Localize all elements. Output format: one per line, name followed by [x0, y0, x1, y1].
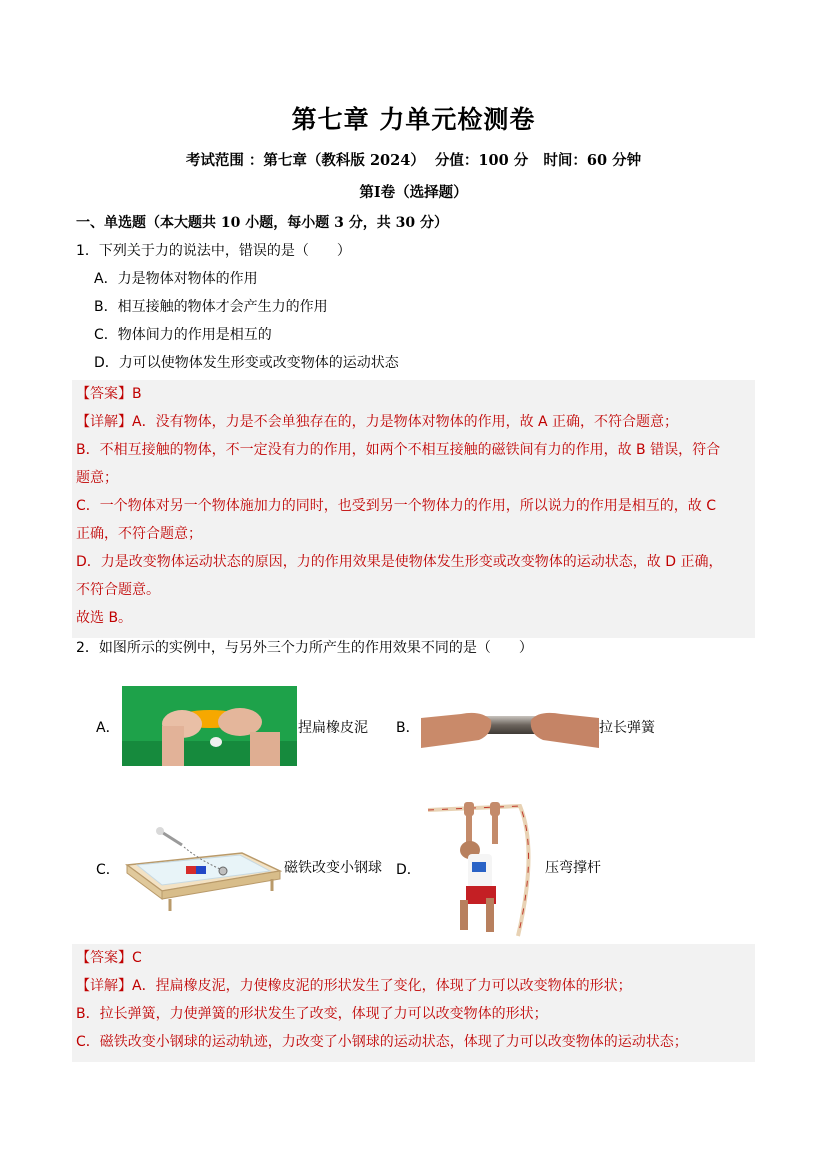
question-2-stem: 2．如图所示的实例中，与另外三个力所产生的作用效果不同的是（ ）: [76, 640, 533, 656]
q1-answer-box: [72, 380, 755, 638]
q2-answer: 【答案】C: [76, 950, 142, 966]
magnet-ball-image: [122, 825, 282, 913]
clay-squeeze-image: [122, 686, 297, 766]
q2-detail-line: 【详解】A．捏扁橡皮泥，力使橡皮泥的形状发生了变化，体现了力可以改变物体的形状；: [76, 978, 632, 994]
volume-heading: 第Ⅰ卷（选择题）: [359, 184, 468, 201]
q1-detail-line: C．一个物体对另一个物体施加力的同时，也受到另一个物体力的作用，所以说力的作用是相互的，故 C: [76, 498, 716, 514]
q2-option-c-letter: C．: [96, 862, 120, 878]
q1-detail-line: B．不相互接触的物体，不一定没有力的作用，如两个不相互接触的磁铁间有力的作用，故 B 错误，符合: [76, 442, 721, 458]
q1-detail-line: D．力是改变物体运动状态的原因，力的作用效果是使物体发生形变或改变物体的运动状态，故 D 正确，: [76, 554, 723, 570]
q2-answer-box: [72, 944, 755, 1062]
q2-option-a-caption: 捏扁橡皮泥: [298, 720, 368, 736]
q2-option-b-caption: 拉长弹簧: [599, 720, 655, 736]
q1-detail-line: 【详解】A．没有物体，力是不会单独存在的，力是物体对物体的作用，故 A 正确，不符合题意；: [76, 414, 679, 430]
q1-option-d: D．力可以使物体发生形变或改变物体的运动状态: [94, 355, 399, 371]
page-title: 第七章 力单元检测卷: [291, 105, 536, 134]
q1-detail-line: 故选 B。: [76, 610, 133, 626]
q1-option-c: C．物体间力的作用是相互的: [94, 327, 272, 343]
q1-detail-line: 题意；: [76, 470, 118, 486]
q2-detail-line: B．拉长弹簧，力使弹簧的形状发生了改变，体现了力可以改变物体的形状；: [76, 1006, 548, 1022]
spring-stretch-image: [421, 700, 599, 752]
q2-option-d-caption: 压弯撑杆: [545, 860, 601, 876]
question-1-stem: 1．下列关于力的说法中，错误的是（ ）: [76, 243, 351, 259]
exam-info: 考试范围 ：第七章（教科版 2024） 分值：100 分 时间：60 分钟: [185, 152, 642, 169]
q2-option-c-caption: 磁铁改变小钢球: [284, 860, 382, 876]
q1-detail-line: 不符合题意。: [76, 582, 160, 598]
section-heading: 一、单选题（本大题共 10 小题，每小题 3 分，共 30 分）: [76, 215, 448, 231]
q2-option-d-letter: D．: [396, 862, 421, 878]
q1-detail-line: 正确，不符合题意；: [76, 526, 202, 542]
q1-option-a: A．力是物体对物体的作用: [94, 271, 258, 287]
q2-option-b-letter: B．: [396, 720, 420, 736]
q1-option-b: B．相互接触的物体才会产生力的作用: [94, 299, 328, 315]
q1-answer: 【答案】B: [76, 386, 142, 402]
q2-option-a-letter: A．: [96, 720, 120, 736]
pole-vault-image: [420, 800, 540, 938]
q2-detail-line: C．磁铁改变小钢球的运动轨迹，力改变了小钢球的运动状态，体现了力可以改变物体的运动状态；: [76, 1034, 688, 1050]
